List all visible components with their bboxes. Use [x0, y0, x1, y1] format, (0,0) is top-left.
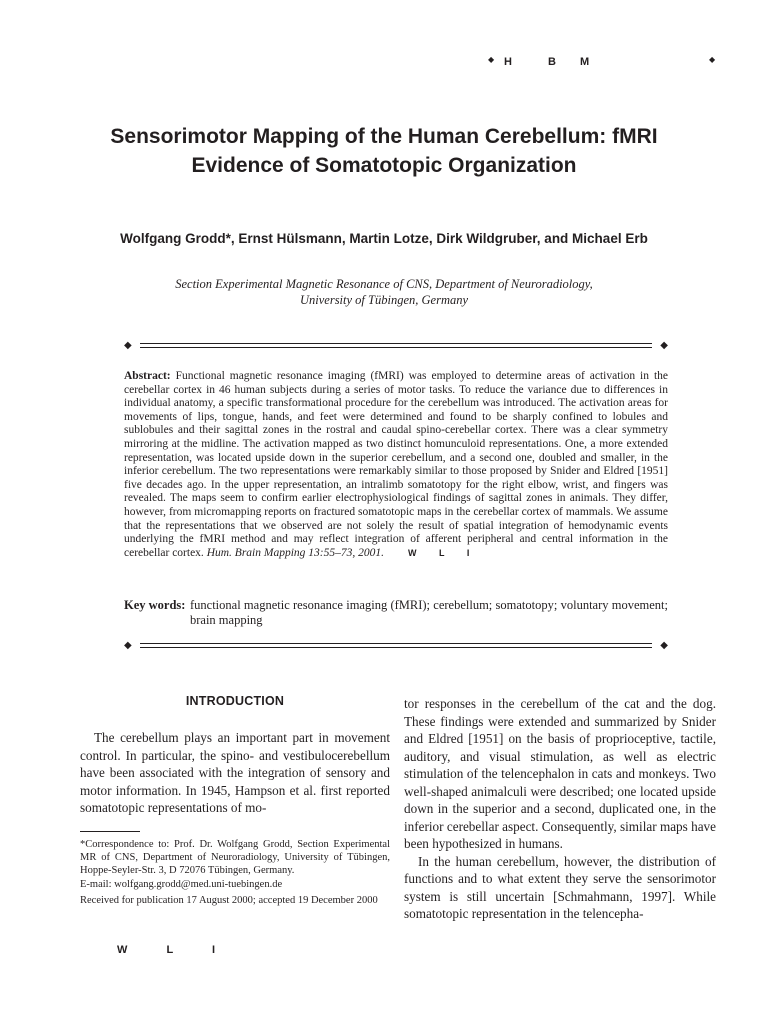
double-rule	[140, 643, 652, 648]
correspondence-note: *Correspondence to: Prof. Dr. Wolfgang Grodd, Section Experimental MR of CNS, Department of Neuroradiology, University of Tübingen, Hoppe-Seyler-Str. 3, D 72076 Tübingen, Germany.	[80, 839, 390, 877]
footnote-rule	[80, 831, 140, 832]
author-list: Wolfgang Grodd*, Ernst Hülsmann, Martin Lotze, Dirk Wildgruber, and Michael Erb	[120, 231, 648, 246]
right-column	[404, 695, 716, 923]
abstract-top-rule	[124, 340, 668, 354]
left-column	[80, 694, 390, 817]
diamond-icon: ◆	[660, 340, 668, 351]
affiliation: Section Experimental Magnetic Resonance of CNS, Department of Neuroradiology, University of Tübingen, Germany	[175, 277, 593, 307]
abstract	[124, 370, 668, 560]
running-head-letter-h: H	[504, 56, 512, 68]
keywords-text: functional magnetic resonance imaging (fMRI); cerebellum; somatotopy; voluntary movement; brain mapping	[190, 598, 668, 627]
keywords	[124, 598, 668, 628]
diamond-icon: ◆	[488, 55, 495, 64]
abstract-citation: Hum. Brain Mapping 13:55–73, 2001.	[206, 546, 384, 559]
running-head-letter-b: B	[548, 56, 556, 68]
body-paragraph: In the human cerebellum, however, the distribution of functions and to what extent they serve the sensorimotor system is still uncertain [Schmahmann, 1997]. While somatotopic representation in the telencepha-	[404, 853, 716, 921]
email-note: E-mail: wolfgang.grodd@med.uni-tuebingen.de	[80, 878, 283, 890]
paper-title: Sensorimotor Mapping of the Human Cerebellum: fMRI Evidence of Somatotopic Organization	[110, 125, 658, 177]
diamond-icon: ◆	[709, 55, 716, 64]
running-head-letter-m: M	[580, 56, 590, 68]
body-paragraph: The cerebellum plays an important part in movement control. In particular, the spino- and vestibulocerebellum have been associated with the integration of sensory and motor information. In 1945, Hampson et al. first reported somatotopic representations of mo-	[80, 730, 390, 815]
double-rule	[140, 343, 652, 348]
body-paragraph: tor responses in the cerebellum of the cat and the dog. These findings were extended and summarized by Snider and Eldred [1951] on the basis of proprioceptive, tactile, auditory, and visual stimulation, as well as electric stimulation of the telencephalon in cats and monkeys. Two well-shaped animalculi were described; one located upside down in the superior and a second, duplicated one, in the inferior cerebellar aspect. Consequently, similar maps have been hypothesized in humans.	[404, 696, 716, 851]
publisher-mark: W L I	[407, 547, 480, 558]
diamond-icon: ◆	[660, 640, 668, 651]
abstract-text: Functional magnetic resonance imaging (fMRI) was employed to determine areas of activation in the cerebellar cortex in 46 human subjects during a series of motor tasks. To reduce the variance due to differences in individual anatomy, a specific transformational procedure for the cerebellum was introduced. The activation areas for movements of lips, tongue, hands, and feet were determined and found to be sharply confined to lobules and sublobules and their sagittal zones in the rostral and caudal spino-cerebellar cortex. There was a clear symmetry mirroring at the midline. The activation mapped as two distinct homunculoid representations. One, a more extended representation, was located upside down in the superior cerebellum, and a second one, doubled and smaller, in the inferior cerebellum. The two representations were remarkably similar to those proposed by Snider and Eldred [1951] five decades ago. In the upper representation, an intralimb somatotopy for the right elbow, wrist, and fingers was revealed. The maps seem to confirm earlier electrophysiological findings of sagittal zones in animals. They differ, however, from micromapping reports on fractured somatotopic maps in the cerebellar cortex of mammals. We assume that the representations that we observed are not solely the result of spatial integration of hemodynamic events underlying the fMRI method and may reflect integration of afferent peripheral and central information in the cerebellar cortex.	[124, 370, 669, 559]
diamond-icon: ◆	[124, 640, 132, 651]
section-heading: INTRODUCTION	[185, 694, 285, 708]
running-head	[488, 56, 720, 70]
diamond-icon: ◆	[124, 340, 132, 351]
received-note: Received for publication 17 August 2000; accepted 19 December 2000	[80, 894, 378, 906]
abstract-label: Abstract:	[124, 370, 171, 382]
footnotes	[80, 838, 390, 910]
keywords-label: Key words:	[124, 598, 186, 612]
footer-publisher-mark: W L I	[117, 944, 234, 956]
abstract-bottom-rule	[124, 640, 668, 654]
